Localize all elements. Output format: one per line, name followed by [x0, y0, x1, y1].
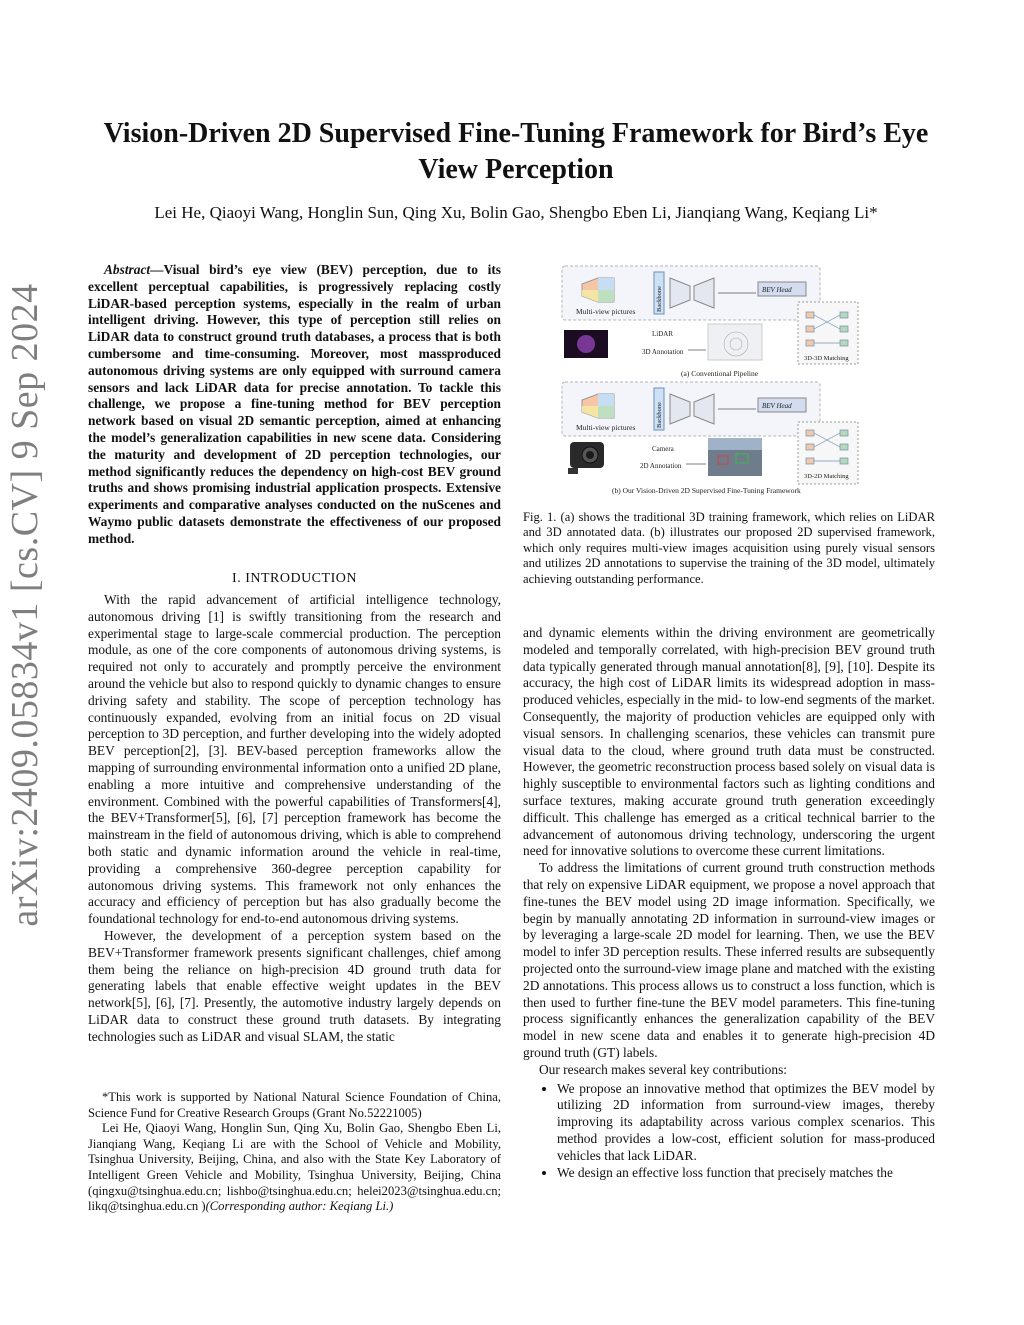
abstract — [88, 262, 501, 548]
footnote-affiliation: Lei He, Qiaoyi Wang, Honglin Sun, Qing Xu, Bolin Gao, Shengbo Eben Li, Jianqiang Wang, Keqiang Li are with the School of Vehicle and Mobility, Tsinghua University, Beijing, China, and also with the State Key Laboratory of Intelligent Green Vehicle and Mobility, Tsinghua University, Beijing, China (qingxu@tsinghua.edu.cn; lishbo@tsinghua.edu.cn; helei2023@tsinghua.edu.cn; likq@tsinghua.edu.cn ) — [88, 1121, 501, 1214]
arxiv-identifier[interactable]: arXiv:2409.05834v1 [cs.CV] 9 Sep 2024 — [4, 283, 46, 927]
paper-title: Vision-Driven 2D Supervised Fine-Tuning Framework for Bird’s Eye View Perception — [103, 118, 929, 185]
footnote-funding: *This work is supported by National Natural Science Foundation of China, Science Fund for Creative Research Groups (Grant No.52221005) — [88, 1090, 501, 1120]
section-heading-introduction: I. INTRODUCTION — [232, 571, 357, 586]
panel-b-caption: (b) Our Vision-Driven 2D Supervised Fine-Tuning Framework — [612, 486, 801, 495]
camera-label: Camera — [652, 445, 674, 453]
street-scene-image — [708, 438, 762, 476]
annotation-2d-label: 2D Annotation — [640, 462, 682, 470]
matching-2d-label: 3D-2D Matching — [804, 473, 849, 480]
right-paragraph-1: and dynamic elements within the driving environment are geometrically modeled and temporally correlated, with high-precision BEV ground truth data typically generated through manual annotation[8], [9], [10]. Despite its accuracy, the high cost of LiDAR limits its widespread adoption in mass-produced vehicles, especially in the mid- to low-end segments of the market. Consequently, the majority of production vehicles are equipped only with visual sensors. In challenging scenarios, these vehicles can transmit pure visual data to the cloud, where ground truth data must be constructed. However, the geometric reconstruction process based solely on visual data is highly susceptible to environmental factors such as lighting conditions and surface textures, making accurate ground truth generation exceedingly difficult. This challenge has emerged as a critical technical barrier to the advancement of autonomous driving technology, underscoring the urgent need for innovative solutions to overcome these current limitations. — [523, 625, 935, 859]
panel-a-caption: (a) Conventional Pipeline — [681, 369, 759, 378]
bev-head-label-a: BEV Head — [762, 286, 792, 294]
abstract-text: Visual bird’s eye view (BEV) perception, due to its excellent perceptual capabilities, is progressively replacing costly LiDAR-based perception systems, especially in the realm of urban intelligent driving. However, this type of perception still relies on LiDAR data to construct ground truth databases, a process that is both cumbersome and time-consuming. Moreover, most massproduced autonomous driving systems are only equipped with surround camera sensors and lack LiDAR data for precise annotation. To tackle this challenge, we propose a fine-tuning method for BEV perception network based on visual 2D semantic perception, aimed at enhancing the model’s generalization capabilities in new scene data. Considering the maturity and development of 2D perception technologies, our method significantly reduces the dependency on high-cost BEV ground truths and shows promising industrial application prospects. Extensive experiments and comparative analyses conducted on the nuScenes and Waymo public datasets demonstrate the effectiveness of our proposed method. — [88, 262, 501, 546]
intro-paragraph-1: With the rapid advancement of artificial intelligence technology, autonomous driving [1] is swiftly transitioning from the research and experimental stage to large-scale commercial production. The perception module, as one of the core components of autonomous driving systems, is required not only to accurately and promptly perceive the environment around the vehicle but also to respond quickly to dynamic changes to ensure driving safety and stability. The scope of perception technology has continuously expanded, evolving from an initial focus on 2D visual perception to 3D perception, and further developing into the widely adopted BEV perception[2], [3]. BEV-based perception frameworks allow the mapping of surrounding environmental information onto a unified 2D plane, enabling a more intuitive and comprehensive understanding of the environment. Combined with the powerful capabilities of Transformers[4], the BEV+Transformer[5], [6], [7] perception framework has become the mainstream in the field of autonomous driving, which is able to comprehend both static and dynamic information around the vehicle in real-time, providing a comprehensive 360-degree perception capability for autonomous driving systems. This framework not only enhances the accuracy and efficiency of perception but has also gradually become the foundational technology for end-to-end autonomous driving systems. — [88, 592, 501, 927]
intro-paragraph-2: However, the development of a perception system based on the BEV+Transformer framework presents significant challenges, chief among them being the reliance on high-precision 4D ground truth data for generating labels that enable effective weight updates in the BEV network[5], [6], [7]. Presently, the automotive industry largely depends on LiDAR data to construct these ground truth datasets. By integrating technologies such as LiDAR and visual SLAM, the static — [88, 927, 501, 1044]
right-paragraph-2: To address the limitations of current ground truth construction methods that rely on expensive LiDAR equipment, we propose a novel approach that fine-tunes the BEV model using 2D image information. Specifically, we begin by manually annotating 2D information in surround-view images or by leveraging a large-scale 2D model for learning. Then, we use the BEV model to infer 3D perception results. These inferred results are subsequently projected onto the surround-view image plane and matched with the existing 2D annotations. This process allows us to construct a loss function, which is then used to further fine-tune the BEV model parameters. This fine-tuning process significantly enhances the generalization capability of the BEV model in new scene data and enables it to generate high-precision 4D ground truth (GT) labels. — [523, 860, 935, 1060]
contribution-item: • We design an effective loss function that precisely matches the — [557, 1165, 935, 1182]
abstract-label: Abstract— — [104, 262, 164, 277]
author-list: Lei He, Qiaoyi Wang, Honglin Sun, Qing Xu, Bolin Gao, Shengbo Eben Li, Jianqiang Wang, Keqiang Li* — [154, 203, 878, 222]
lidar-label: LiDAR — [652, 330, 673, 338]
bev-head-label-b: BEV Head — [762, 402, 792, 410]
figure-1-caption: Fig. 1. (a) shows the traditional 3D training framework, which relies on LiDAR and 3D annotated data. (b) illustrates our proposed 2D supervised framework, which only requires multi-view images acquisition using purely visual sensors and utilizes 2D annotations to supervise the training of the 3D model, ultimately achieving outstanding performance. — [523, 510, 935, 586]
contribution-item: • We propose an innovative method that optimizes the BEV model by utilizing 2D information from surround-view images, thereby improving its adaptability across various complex scenarios. This method provides a low-cost, efficient solution for mass-produced vehicles that lack LiDAR. — [557, 1081, 935, 1165]
footnote-corresponding: (Corresponding author: Keqiang Li.) — [205, 1199, 394, 1214]
arxiv-sidebar — [0, 260, 55, 950]
footnote — [88, 1090, 501, 1215]
contribution-list — [523, 1081, 935, 1182]
figure-1 — [560, 262, 862, 498]
matching-3d-label: 3D-3D Matching — [804, 355, 849, 362]
right-column-body — [523, 625, 935, 1181]
annotation-3d-label: 3D Annotation — [642, 348, 684, 356]
point-cloud-image — [708, 324, 762, 360]
introduction-body — [88, 592, 501, 1046]
backbone-label-b: Backbone — [656, 402, 663, 428]
multiview-label-a: Multi-view pictures — [576, 307, 636, 316]
right-paragraph-3: Our research makes several key contributions: — [539, 1061, 788, 1077]
multiview-label-b: Multi-view pictures — [576, 423, 636, 432]
backbone-label-a: Backbone — [656, 286, 663, 312]
camera-icon — [568, 442, 604, 474]
